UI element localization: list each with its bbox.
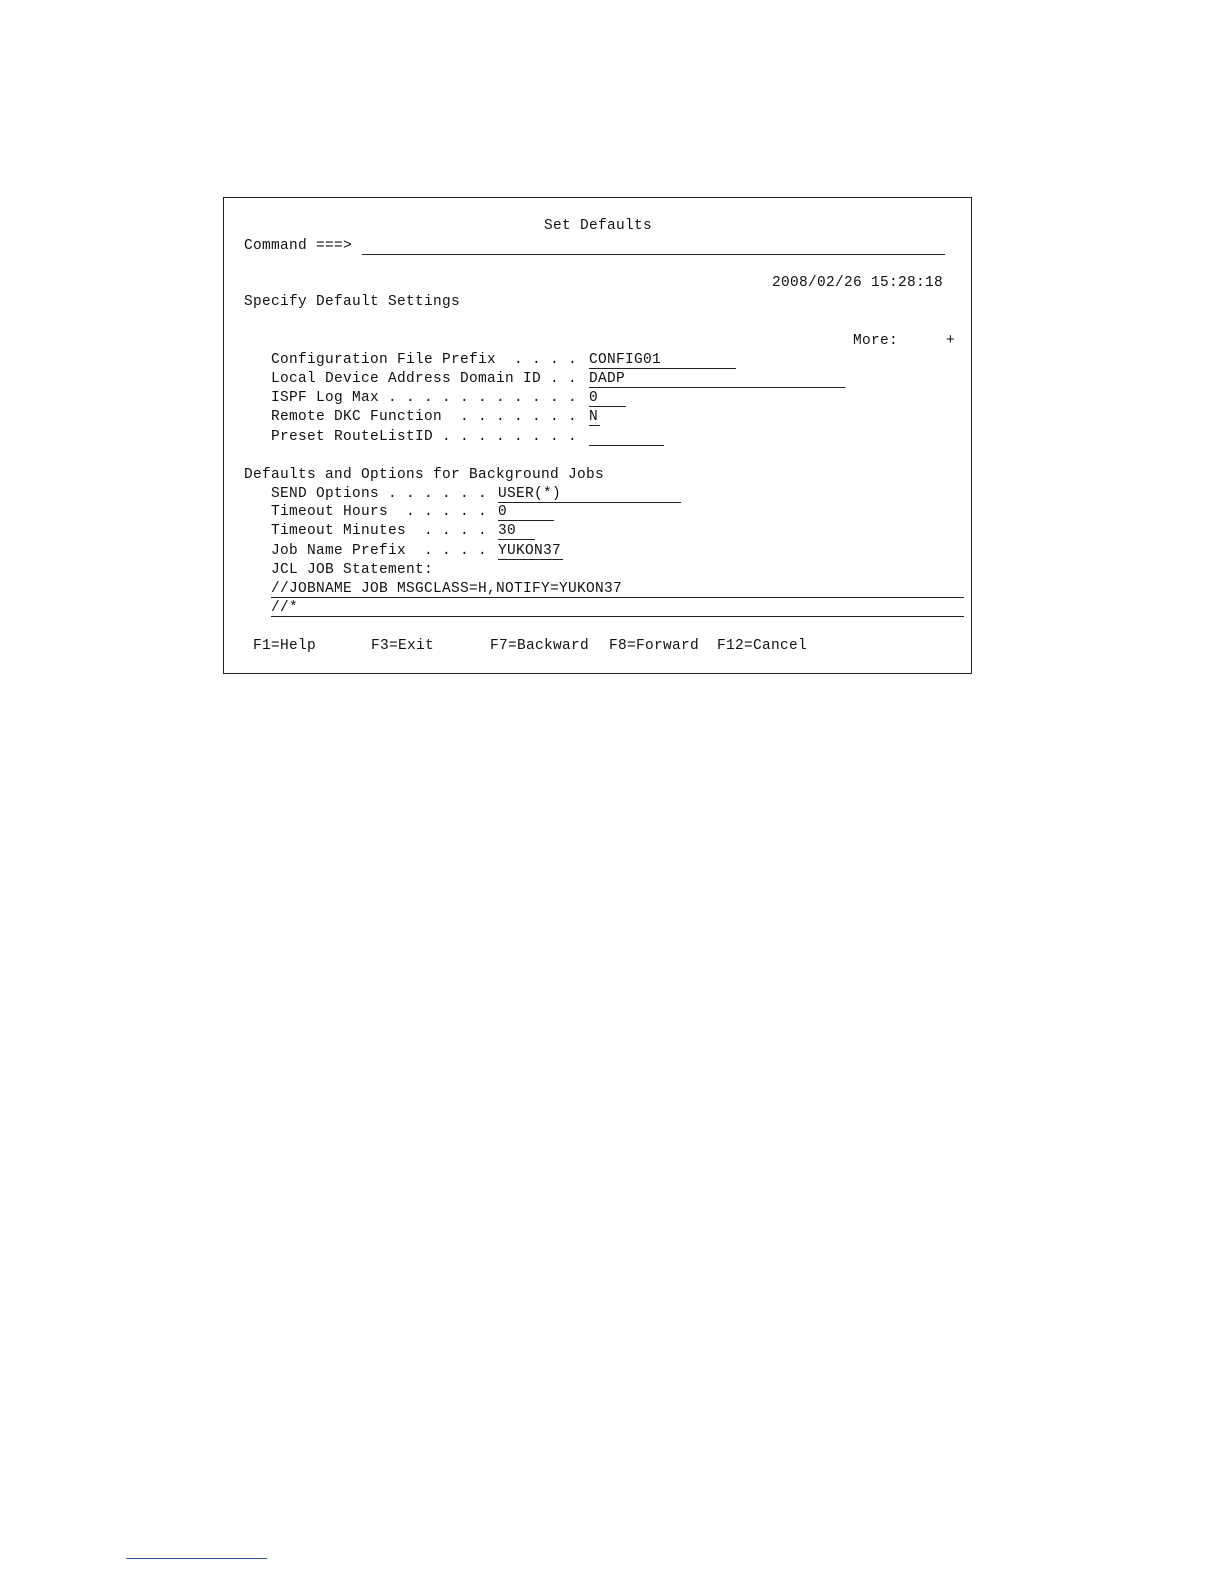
- config-prefix-label: Configuration File Prefix . . . .: [271, 352, 578, 368]
- jcl-label: JCL JOB Statement:: [271, 562, 434, 578]
- background-heading: Defaults and Options for Background Jobs: [244, 467, 605, 483]
- section-heading: Specify Default Settings: [244, 294, 461, 310]
- dkc-function-label: Remote DKC Function . . . . . . .: [271, 409, 578, 425]
- f1-help-key[interactable]: F1=Help: [253, 638, 317, 654]
- footnote-divider: [126, 1558, 267, 1559]
- domain-id-label: Local Device Address Domain ID . .: [271, 371, 578, 387]
- domain-id-field[interactable]: [589, 371, 845, 388]
- jcl-line-1-field[interactable]: [271, 581, 964, 598]
- f12-cancel-key[interactable]: F12=Cancel: [717, 638, 808, 654]
- f8-forward-key[interactable]: F8=Forward: [609, 638, 700, 654]
- timeout-hours-field[interactable]: [498, 504, 554, 521]
- timeout-minutes-label: Timeout Minutes . . . .: [271, 523, 488, 539]
- send-options-field[interactable]: [498, 486, 681, 503]
- panel-title: Set Defaults: [544, 218, 653, 234]
- timeout-minutes-field[interactable]: [498, 523, 535, 540]
- routelist-id-label: Preset RouteListID . . . . . . . .: [271, 429, 578, 445]
- log-max-field[interactable]: [589, 390, 626, 407]
- jcl-line-2-field[interactable]: [271, 600, 964, 617]
- dkc-function-field[interactable]: [589, 409, 600, 426]
- command-input[interactable]: [362, 238, 945, 255]
- job-prefix-field[interactable]: [498, 543, 563, 560]
- timestamp: 2008/02/26 15:28:18: [772, 275, 944, 291]
- more-indicator[interactable]: +: [946, 333, 956, 349]
- timeout-hours-label: Timeout Hours . . . . .: [271, 504, 488, 520]
- f7-backward-key[interactable]: F7=Backward: [490, 638, 590, 654]
- set-defaults-panel: [223, 197, 972, 674]
- log-max-label: ISPF Log Max . . . . . . . . . . .: [271, 390, 578, 406]
- routelist-id-field[interactable]: [589, 429, 664, 446]
- command-label: Command ===>: [244, 238, 353, 254]
- f3-exit-key[interactable]: F3=Exit: [371, 638, 435, 654]
- config-prefix-field[interactable]: [589, 352, 736, 369]
- send-options-label: SEND Options . . . . . .: [271, 486, 488, 502]
- more-label: More:: [853, 333, 899, 349]
- job-prefix-label: Job Name Prefix . . . .: [271, 543, 488, 559]
